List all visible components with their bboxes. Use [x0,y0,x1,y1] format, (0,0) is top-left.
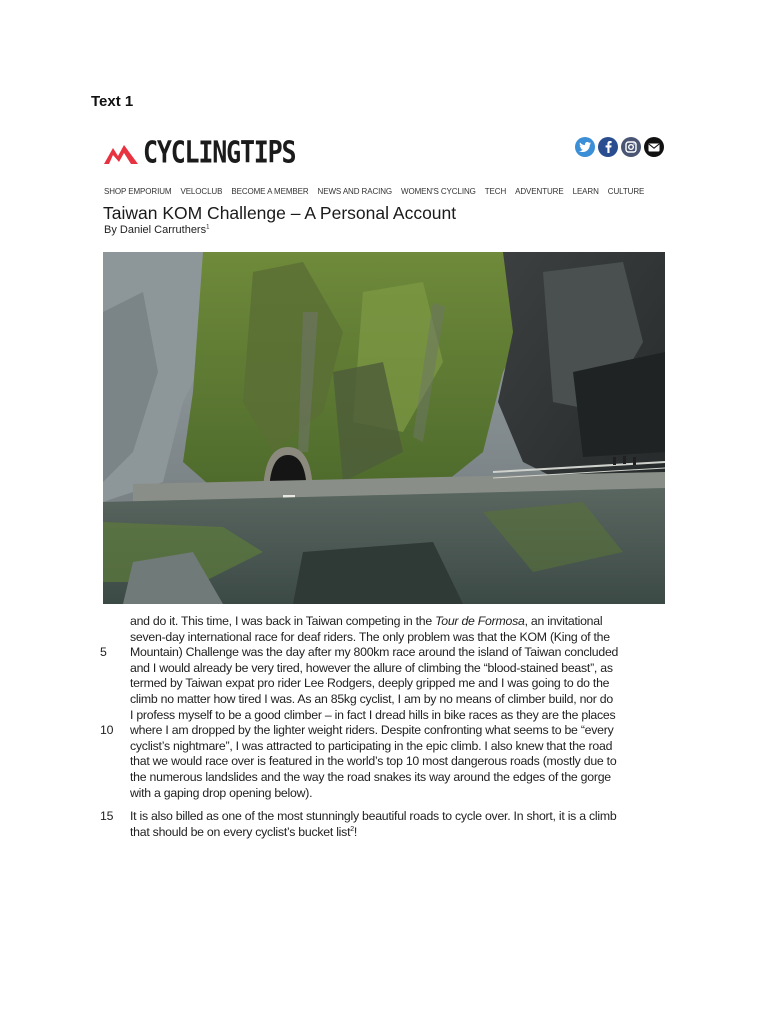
nav-womens-cycling[interactable]: WOMEN'S CYCLING [401,187,476,196]
byline-footnote: 1 [206,224,210,231]
body-line-3 [100,645,675,661]
twitter-icon[interactable] [575,137,595,157]
line-text: and do it. This time, I was back in Taiwan competing in the [130,614,436,628]
nav-news-and-racing[interactable]: NEWS AND RACING [317,187,393,196]
text-label: Text 1 [91,93,134,110]
body-line-11 [130,770,675,786]
body-line-5 [130,676,675,692]
nav-become-a-member[interactable]: BECOME A MEMBER [231,187,309,196]
byline-text: By Daniel Carruthers [104,224,207,236]
body-line-7 [130,708,675,724]
line-number: 15 [100,809,114,824]
body-para2-line-2 [130,825,675,841]
nav-tech[interactable]: TECH [484,187,507,196]
line-text: that we would race over is featured in the world’s top 10 most dangerous roads (mostly due to [130,754,617,769]
mountain-logo-icon [104,140,138,166]
body-line-12 [130,786,675,802]
cyclingtips-logo[interactable] [104,135,296,170]
email-icon[interactable] [644,137,664,157]
line-text: It is also billed as one of the most stunningly beautiful roads to cycle over. In short, it is a climb [130,809,617,824]
line-text: I profess myself to be a good climber – in fact I dread hills in bike races as they are the places [130,707,616,722]
article-body [100,614,675,840]
body-line-1 [130,614,675,630]
body-line-10 [130,754,675,770]
line-text: with a gaping drop opening below). [130,785,313,800]
instagram-icon[interactable] [621,137,641,157]
body-line-4 [130,661,675,677]
nav-learn[interactable]: LEARN [572,187,599,196]
body-para2-line-1 [100,809,675,825]
body-line-2 [130,630,675,646]
facebook-icon[interactable] [598,137,618,157]
line-number: 10 [100,723,114,738]
line-text: that should be on every cyclist’s bucket list [130,824,351,839]
nav-adventure[interactable]: ADVENTURE [515,187,564,196]
body-line-9 [130,739,675,755]
footnote-2: 2 [350,825,354,833]
article-byline [104,224,209,236]
line-text: seven-day international race for deaf riders. The only problem was that the KOM (King of the [130,629,610,644]
line-text: Mountain) Challenge was the day after my 800km race around the island of Taiwan concluded [130,645,619,660]
nav-veloclub[interactable]: VELOCLUB [180,187,223,196]
body-line-8 [100,723,675,739]
line-text: cyclist’s nightmare”, I was attracted to participating in the epic climb. I also knew that the road [130,738,613,753]
nav-culture[interactable]: CULTURE [607,187,645,196]
line-number: 5 [100,645,107,660]
line-text: termed by Taiwan expat pro rider Lee Rodgers, deeply gripped me and I was going to do the [130,676,610,691]
social-links [575,137,664,157]
line-end: ! [353,824,358,839]
line-text: climb no matter how tired I was. As an 85kg cyclist, I am by no means of climber build, nor do [130,691,613,706]
line1-tail: , an invitational [524,614,603,628]
line-text: where I am dropped by the lighter weight riders. Despite confronting what seems to be “every [130,723,614,738]
line-text: the numerous landslides and the way the road snakes its way around the edges of the gorge [130,769,611,784]
nav-shop-emporium[interactable]: SHOP EMPORIUM [104,187,172,196]
tour-de-formosa-italic: Tour de Formosa [435,614,525,628]
article-photo-gorge-road [103,252,665,604]
line-text: and I would already be very tired, however the allure of climbing the “blood-stained beast”, as [130,660,613,675]
main-nav [104,187,644,196]
article-title: Taiwan KOM Challenge – A Personal Account [103,203,457,223]
body-line-6 [130,692,675,708]
logo-wordmark: CYCLINGTIPS [143,135,296,170]
